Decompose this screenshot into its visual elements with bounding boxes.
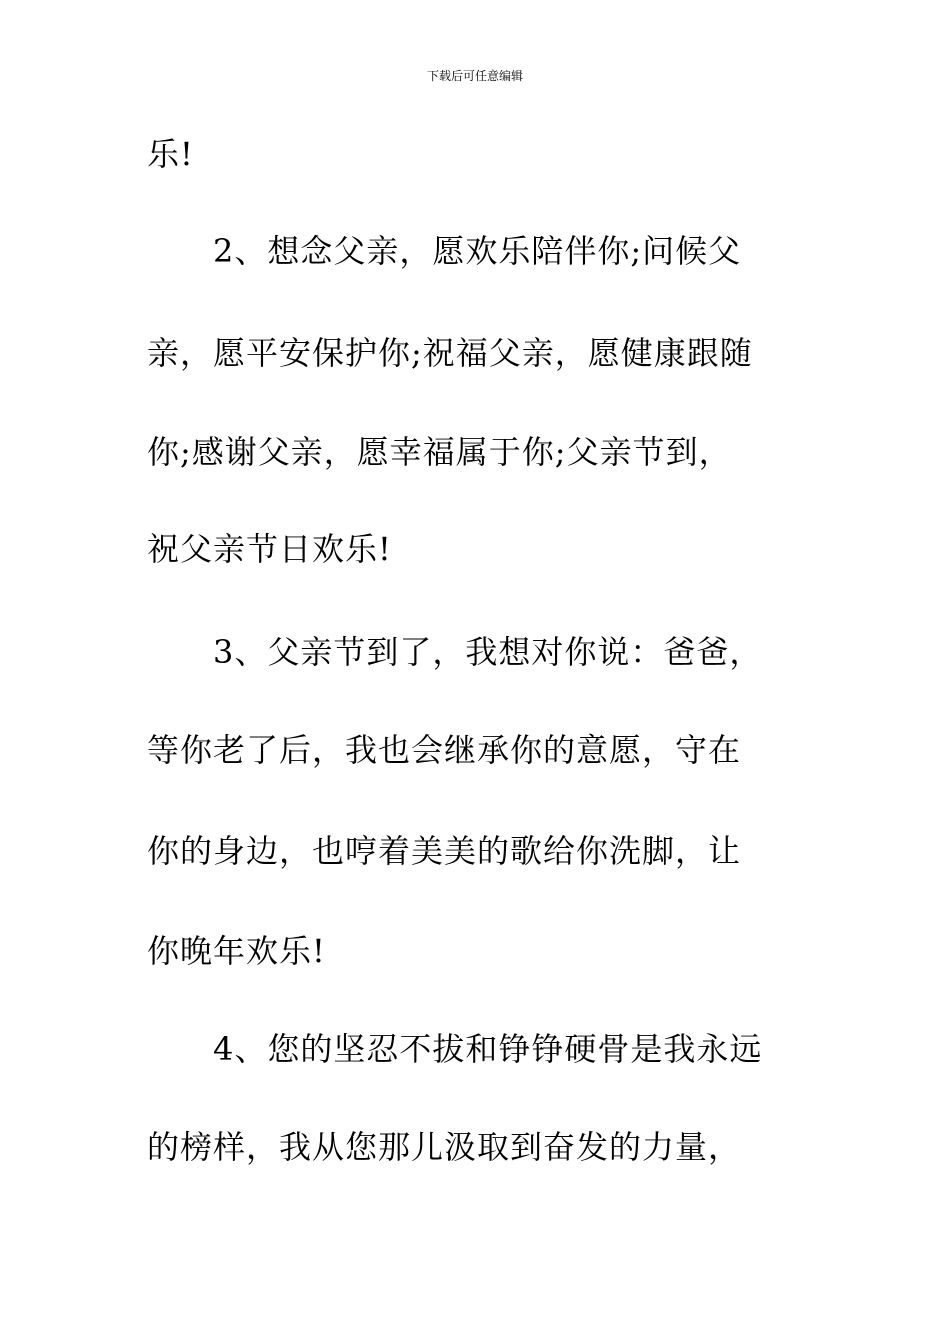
text-line: 的榜样，我从您那儿汲取到奋发的力量， [147,1128,742,1166]
text-line: 3、父亲节到了，我想对你说：爸爸， [213,633,763,671]
page-header: 下载后可任意编辑 [426,69,523,83]
text-line: 你;感谢父亲，愿幸福属于你;父亲节到， [147,433,732,471]
text-line: 2、想念父亲，愿欢乐陪伴你;问候父 [213,232,742,270]
text-line: 你晚年欢乐! [147,932,326,970]
text-line: 亲，愿平安保护你;祝福父亲，愿健康跟随 [147,334,753,372]
text-line: 你的身边，也哼着美美的歌给你洗脚，让 [147,832,742,870]
text-line: 祝父亲节日欢乐! [147,530,392,568]
text-line: 4、您的坚忍不拔和铮铮硬骨是我永远 [213,1030,763,1068]
text-line: 乐! [147,135,194,173]
text-line: 等你老了后，我也会继承你的意愿，守在 [147,731,742,769]
